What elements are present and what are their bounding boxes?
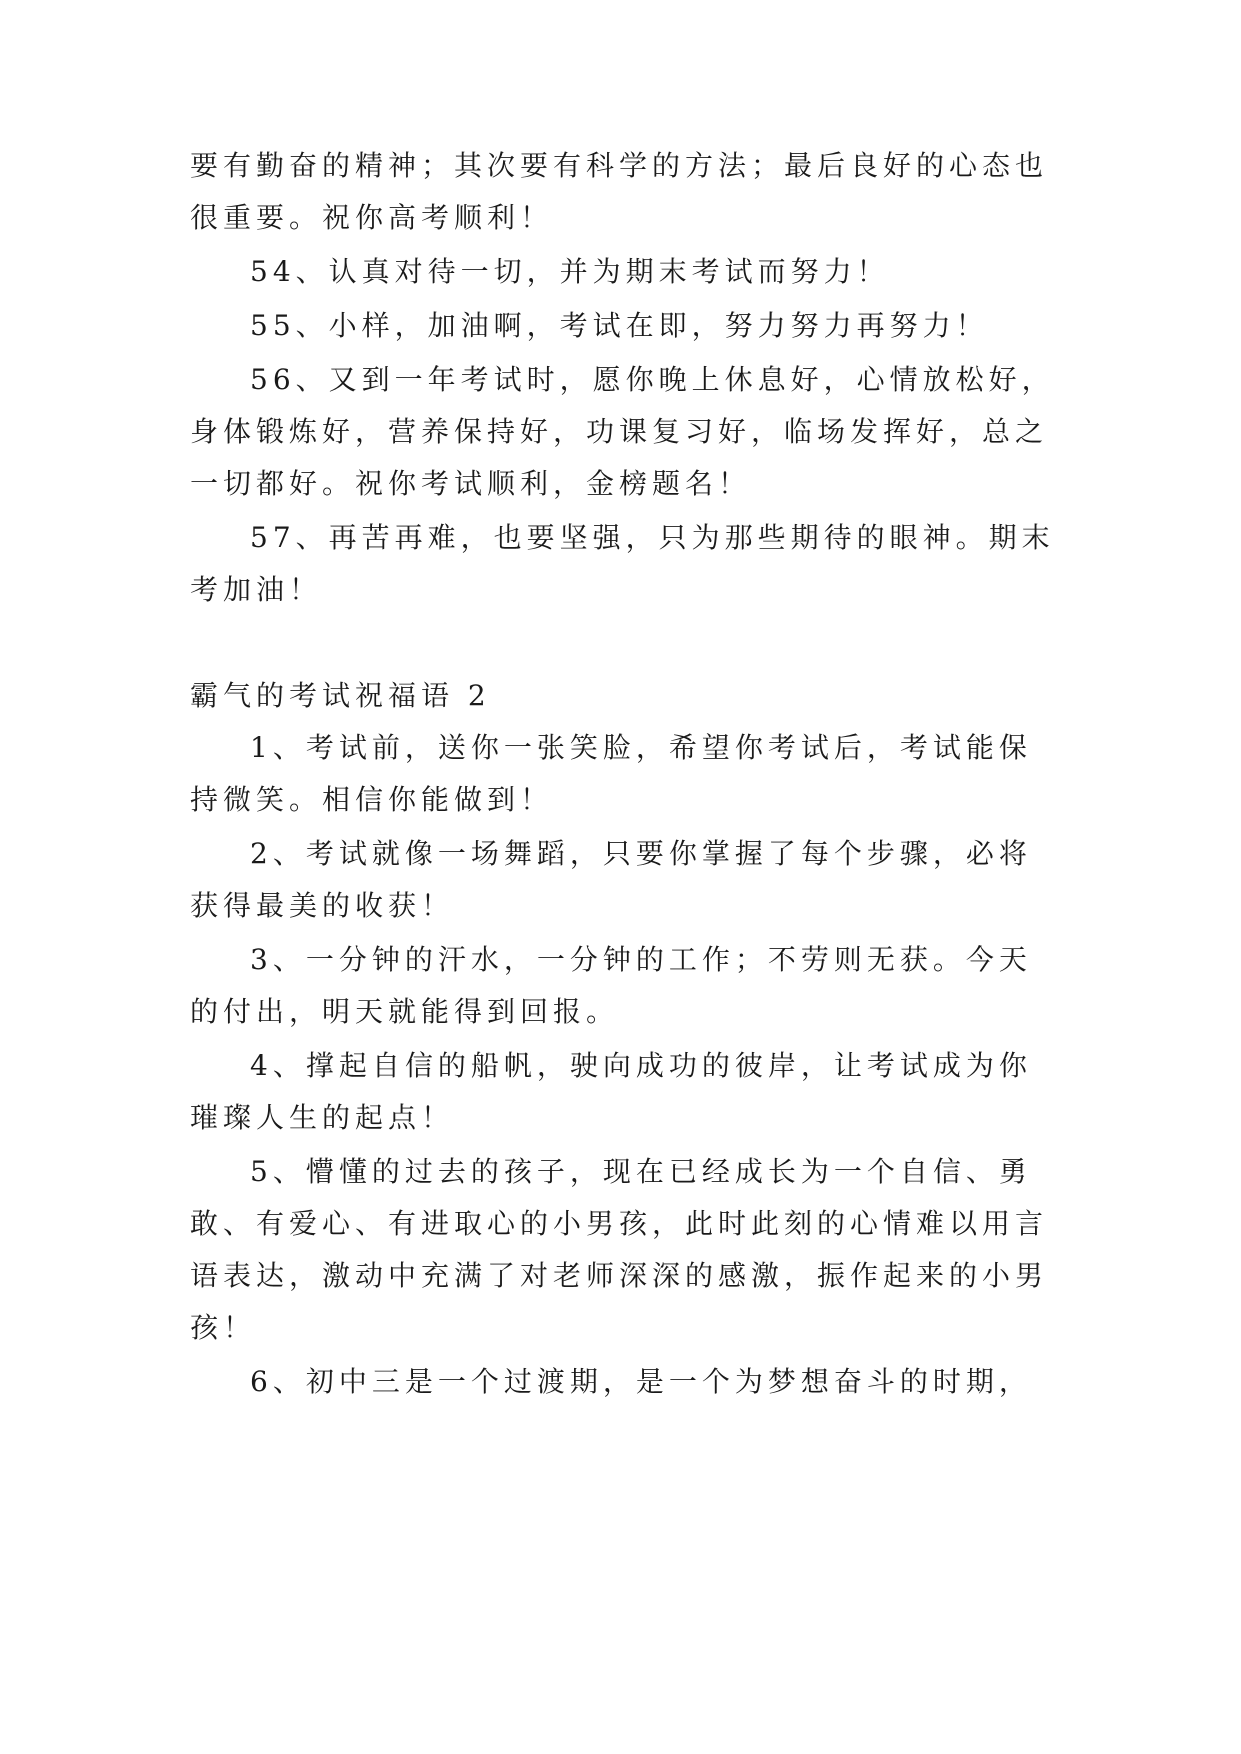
list-item-continuation: 敢、有爱心、有进取心的小男孩，此时此刻的心情难以用言 — [190, 1207, 1049, 1240]
list-item: 3、一分钟的汗水，一分钟的工作；不劳则无获。今天 — [250, 943, 1032, 976]
list-item-continuation: 语表达，激动中充满了对老师深深的感激，振作起来的小男 — [190, 1259, 1049, 1292]
list-item-continuation: 考加油！ — [190, 573, 323, 606]
paragraph-line: 要有勤奋的精神；其次要有科学的方法；最后良好的心态也 — [190, 149, 1049, 182]
paragraph-line: 很重要。祝你高考顺利！ — [190, 201, 554, 234]
list-item-continuation: 身体锻炼好，营养保持好，功课复习好，临场发挥好，总之 — [190, 415, 1049, 448]
list-item-continuation: 璀璨人生的起点！ — [190, 1101, 455, 1134]
list-item: 1、考试前，送你一张笑脸，希望你考试后，考试能保 — [250, 731, 1032, 764]
list-item-continuation: 一切都好。祝你考试顺利，金榜题名！ — [190, 467, 752, 500]
list-item-continuation: 孩！ — [190, 1311, 257, 1344]
list-item-continuation: 获得最美的收获！ — [190, 889, 455, 922]
list-item: 4、撑起自信的船帆，驶向成功的彼岸，让考试成为你 — [250, 1049, 1032, 1082]
list-item: 2、考试就像一场舞蹈，只要你掌握了每个步骤，必将 — [250, 837, 1032, 870]
list-item: 54、认真对待一切，并为期末考试而努力！ — [250, 255, 890, 288]
list-item-continuation: 的付出，明天就能得到回报。 — [190, 995, 620, 1028]
list-item: 56、又到一年考试时，愿你晚上休息好，心情放松好， — [250, 363, 1055, 396]
list-item: 57、再苦再难，也要坚强，只为那些期待的眼神。期末 — [250, 521, 1055, 554]
section-title: 霸气的考试祝福语 2 — [190, 679, 491, 712]
list-item: 6、初中三是一个过渡期，是一个为梦想奋斗的时期， — [250, 1365, 1032, 1398]
list-item: 55、小样，加油啊，考试在即，努力努力再努力！ — [250, 309, 989, 342]
list-item: 5、懵懂的过去的孩子，现在已经成长为一个自信、勇 — [250, 1155, 1032, 1188]
list-item-continuation: 持微笑。相信你能做到！ — [190, 783, 554, 816]
